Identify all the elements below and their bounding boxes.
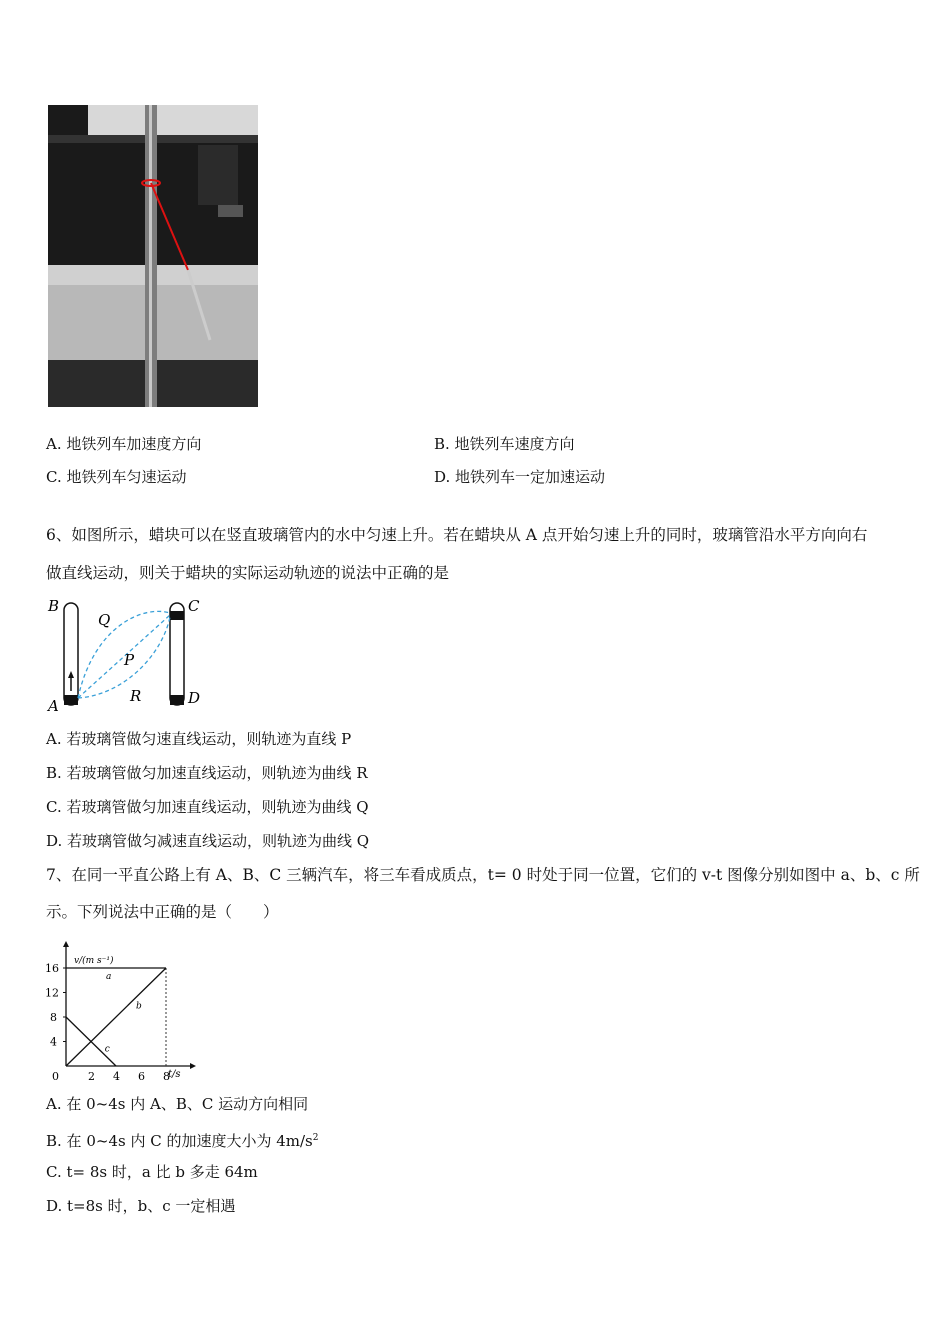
q6-option-c: C. 若玻璃管做匀加速直线运动，则轨迹为曲线 Q [46,798,369,816]
chart-ylabel: v/(m s⁻¹) [74,956,114,966]
q6-option-a: A. 若玻璃管做匀速直线运动，则轨迹为直线 P [46,730,352,748]
series-b-label: b [136,1001,142,1012]
vt-chart-svg [44,938,204,1083]
q7-stem-line2: 示。下列说法中正确的是（ ） [46,903,279,921]
q6-option-b: B. 若玻璃管做匀加速直线运动，则轨迹为曲线 R [46,764,368,782]
subway-photo [48,105,258,407]
q7-option-b-text: B. 在 0~4s 内 C 的加速度大小为 4m/s [46,1132,313,1150]
label-d: D [188,689,201,707]
subway-photo-drawing [48,105,258,407]
q6-stem-line1: 6、如图所示，蜡块可以在竖直玻璃管内的水中匀速上升。若在蜡块从 A 点开始匀速上升的同时，玻璃管沿水平方向向右 [46,526,868,544]
series-b-line [66,968,166,1066]
q7-option-b [46,1128,318,1151]
q5-option-d: D. 地铁列车一定加速运动 [434,468,606,486]
y-tick-16: 16 [45,962,59,975]
q7-option-d: D. t=8s 时，b、c 一定相遇 [46,1197,236,1215]
label-r: R [130,687,142,705]
x-tick-6: 6 [138,1070,145,1083]
label-b: B [48,597,60,615]
series-c-label: c [104,1044,110,1055]
q7-option-c: C. t= 8s 时，a 比 b 多走 64m [46,1163,258,1181]
q6-diagram-svg [44,595,214,715]
origin-label: 0 [52,1070,59,1083]
q7-option-b-sup: 2 [312,1133,319,1143]
x-tick-2: 2 [88,1070,95,1083]
label-p: P [124,651,135,669]
x-axis-arrow [190,1063,196,1069]
label-c: C [188,597,200,615]
q7-option-a: A. 在 0~4s 内 A、B、C 运动方向相同 [46,1095,309,1113]
y-tick-4: 4 [50,1035,57,1049]
q5-option-a: A. 地铁列车加速度方向 [46,435,202,453]
y-axis-arrow [63,941,69,947]
q6-diagram [44,595,214,715]
y-tick-12: 12 [45,986,59,1000]
q7-stem-line1: 7、在同一平直公路上有 A、B、C 三辆汽车，将三车看成质点，t= 0 时处于同一位置，它们的 v-t 图像分别如图中 a、b、c 所 [46,866,920,884]
y-tick-8: 8 [50,1011,57,1024]
label-q: Q [98,611,111,629]
q5-option-b: B. 地铁列车速度方向 [434,435,575,453]
x-tick-8: 8 [163,1070,170,1083]
q6-option-d: D. 若玻璃管做匀减速直线运动，则轨迹为曲线 Q [46,832,370,850]
chart-xlabel: t/s [168,1069,181,1080]
vt-chart [44,938,204,1083]
series-a-label: a [106,972,112,983]
q6-stem-line2: 做直线运动，则关于蜡块的实际运动轨迹的说法中正确的是 [46,564,450,582]
x-tick-4: 4 [113,1070,120,1083]
label-a: A [48,697,59,715]
q5-option-c: C. 地铁列车匀速运动 [46,468,187,486]
